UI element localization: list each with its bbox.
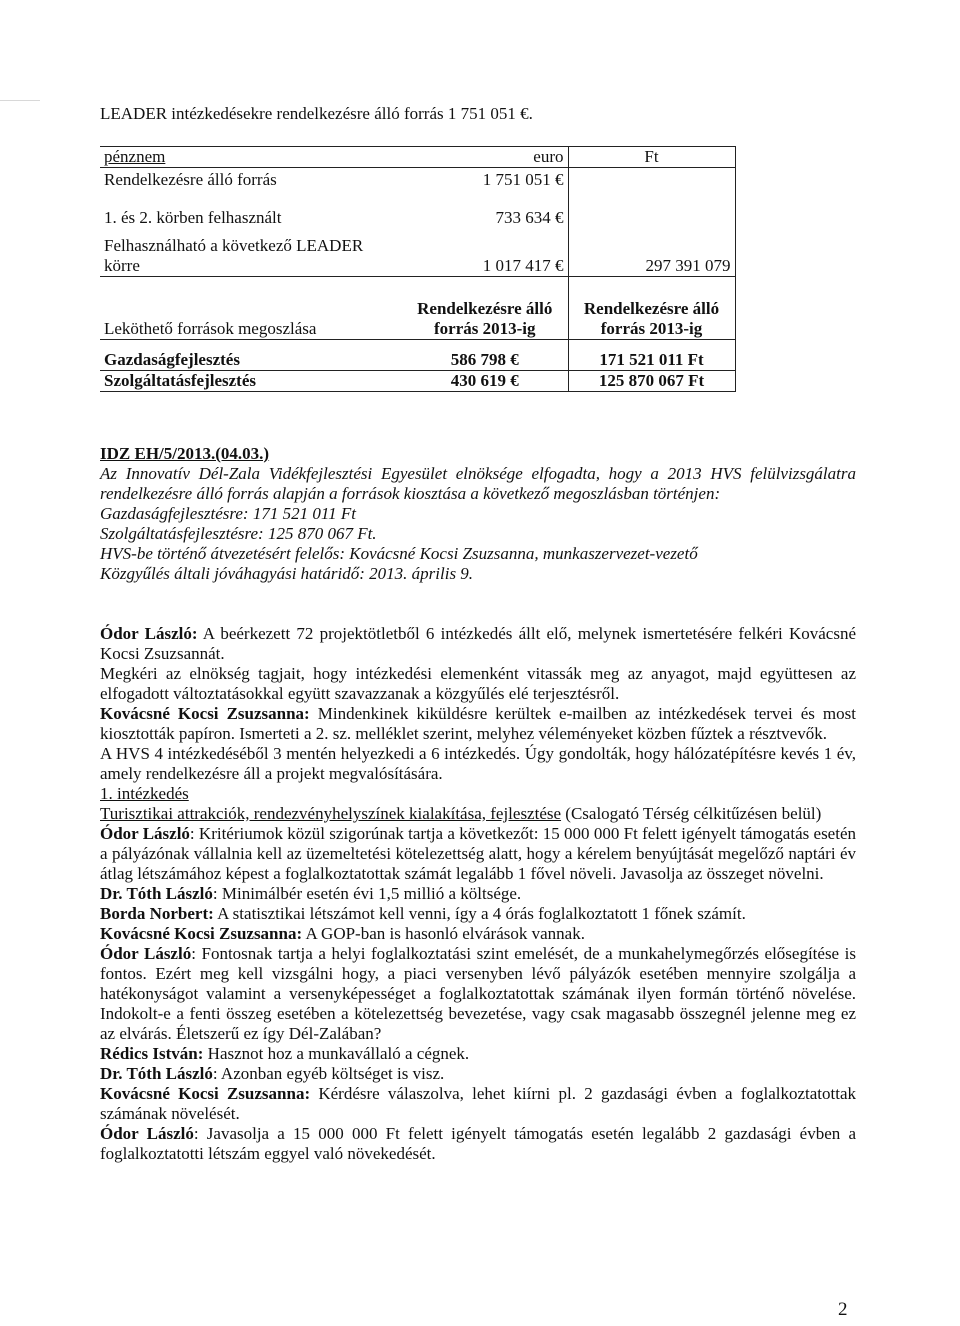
table-cell: Rendelkezésre álló forrás	[104, 170, 277, 189]
col-header-line2: forrás 2013-ig	[433, 319, 536, 338]
table-cell	[568, 168, 735, 191]
speaker-name: Dr. Tóth László	[100, 884, 213, 903]
col-header-line1: Rendelkezésre álló	[583, 299, 720, 318]
table-cell: 586 798 €	[402, 340, 568, 371]
table-cell: 1. és 2. körben felhasznált	[104, 208, 282, 227]
resolution-gazd-line: Gazdaságfejlesztésre: 171 521 011 Ft	[100, 504, 356, 523]
table-cell: 733 634 €	[402, 190, 568, 228]
speaker-name: Dr. Tóth László	[100, 1064, 213, 1083]
speaker-name: Ódor László	[100, 1124, 194, 1143]
speech-text: : Javasolja a 15 000 000 Ft felett igényelt támogatás esetén legalább 2 gazdasági évben a foglalkoztatotti létszám eggyel való növekedését.	[100, 1124, 857, 1163]
speech-text: Mindenkinek kiküldésre kerültek e-mailben az intézkedések tervei és most kiosztották papíron. Ismerteti a 2. sz. melléklet szerint, melyhez véleményeket közben fűztek a résztvevők.	[100, 704, 856, 743]
speech-text: : Minimálbér esetén évi 1,5 millió a költsége.	[212, 884, 522, 903]
measure-title	[100, 804, 856, 824]
speech-text: : Azonban egyéb költséget is visz.	[212, 1064, 445, 1083]
speech-text: A beérkezett 72 projektötletből 6 intézkedés állt elő, melynek ismertetésére felkéri Kovácsné Kocsi Zsuzsannát.	[100, 624, 856, 663]
minutes-paragraph	[100, 1044, 856, 1064]
table-cell: Leköthető források megoszlása	[100, 277, 402, 340]
minutes-body	[100, 624, 856, 1164]
table-cell: Gazdaságfejlesztés	[100, 340, 402, 371]
minutes-paragraph	[100, 884, 856, 904]
speech-text: A GOP-ban is hasonló elvárások vannak.	[302, 924, 585, 943]
minutes-paragraph	[100, 664, 856, 704]
measure-title-rest: (Csalogató Térség célkitűzésen belül)	[561, 804, 822, 823]
row-label-line1: Felhasználható a következő LEADER	[104, 236, 364, 255]
table-row	[100, 277, 735, 340]
table-cell: 297 391 079	[568, 228, 735, 277]
resolution-responsible: HVS-be történő átvezetésért felelős: Kovácsné Kocsi Zsuzsanna, munkaszervezet-vezető	[100, 544, 698, 563]
table-cell: Szolgáltatásfejlesztés	[100, 371, 402, 392]
measure-number-text: 1. intézkedés	[100, 784, 189, 803]
speaker-name: Rédics István:	[100, 1044, 204, 1063]
table-cell	[568, 277, 735, 340]
resolution-text: Az Innovatív Dél-Zala Vidékfejlesztési Egyesület elnöksége elfogadta, hogy a 2013 HVS felülvizsgálatra rendelkezésre álló forrás alapján a források kiosztása a következő megoszlásban történjen:	[100, 464, 856, 503]
minutes-paragraph	[100, 1064, 856, 1084]
speaker-name: Ódor László	[100, 824, 190, 843]
intro-text: LEADER intézkedésekre rendelkezésre álló forrás 1 751 051 €.	[100, 104, 533, 123]
page-number: 2	[838, 1299, 848, 1320]
budget-table	[100, 146, 736, 392]
table-cell: 1 017 417 €	[402, 228, 568, 277]
minutes-paragraph	[100, 704, 856, 744]
table-row	[100, 190, 735, 228]
minutes-paragraph	[100, 1124, 856, 1164]
table-cell	[568, 190, 735, 228]
table-cell: 125 870 067 Ft	[568, 371, 735, 392]
table-cell: pénznem	[100, 147, 402, 168]
speech-text: A HVS 4 intézkedéséből 3 mentén helyezkedi a 6 intézkedés. Úgy gondolták, hogy hálózatépítésre kevés 1 év, amely rendelkezésre áll a projekt megvalósítására.	[100, 744, 856, 783]
speech-text: : Kritériumok közül szigorúnak tartja a következőt: 15 000 000 Ft felett igényelt támogatás esetén a pályázónak vállalnia kell az üzemeltetési kötelezettség alatt, hogy a kérelem benyújtását megelőző naptári év átlag létszámához képest a foglalkoztatottak számát legalább 1 fővel növeli. Javasolja az összeget növelni.	[100, 824, 856, 883]
resolution-id: IDZ EH/5/2013.(04.03.)	[100, 444, 270, 463]
col-header-line1: Rendelkezésre álló	[417, 299, 553, 318]
minutes-paragraph	[100, 624, 856, 664]
scan-artifact-line	[0, 100, 40, 101]
speech-text: Kérdésre válaszolva, lehet kiírni pl. 2 gazdasági évben a foglalkoztatottak számának növelését.	[100, 1084, 856, 1123]
minutes-paragraph	[100, 924, 856, 944]
table-cell: 171 521 011 Ft	[568, 340, 735, 371]
minutes-paragraph	[100, 944, 856, 1044]
speaker-name: Kovácsné Kocsi Zsuzsanna:	[100, 1084, 311, 1103]
table-cell: euro	[402, 147, 568, 168]
table-cell: Ft	[568, 147, 735, 168]
speaker-name: Ódor László:	[100, 624, 198, 643]
minutes-paragraph	[100, 904, 856, 924]
speaker-name: Borda Norbert:	[100, 904, 214, 923]
speaker-name: Kovácsné Kocsi Zsuzsanna:	[100, 924, 303, 943]
table-row	[100, 340, 735, 371]
speech-text: Megkéri az elnökség tagjait, hogy intézkedési elemenként vitassák meg az anyagot, majd együttesen az elfogadott változtatásokkal együtt szavazzanak a közgyűlés elé terjesztésről.	[100, 664, 856, 703]
speech-text: : Fontosnak tartja a helyi foglalkoztatási szint emelését, de a munkahelymegőrzés elősegítése is fontos. Ezért meg kell vizsgálni hogy, a piaci versenyben lévő pályázók esetében mennyire szolgálja a hatékonyságot valamint a versenyképességet a foglalkoztatottak számának ilyen formán történő növelése. Indokolt-e a fenti összeg esetében a kötelezettség bevezetése, vagy csak magasabb összegnél jelenne meg ez az elvárás. Életszerű ez így Dél-Zalában?	[100, 944, 856, 1043]
speech-text: Hasznot hoz a munkavállaló a cégnek.	[203, 1044, 470, 1063]
measure-title-text: Turisztikai attrakciók, rendezvényhelyszínek kialakítása, fejlesztése	[100, 804, 562, 823]
speaker-name: Ódor László	[100, 944, 192, 963]
table-row	[100, 147, 735, 168]
table-cell	[100, 228, 402, 277]
measure-number	[100, 784, 856, 804]
table-cell	[402, 277, 568, 340]
table-cell: 1 751 051 €	[402, 168, 568, 191]
table-row	[100, 228, 735, 277]
minutes-paragraph	[100, 824, 856, 884]
row-label-line2: körre	[104, 256, 140, 275]
table-cell: 430 619 €	[402, 371, 568, 392]
minutes-paragraph	[100, 1084, 856, 1124]
speech-text: A statisztikai létszámot kell venni, így a 4 órás foglalkoztatott 1 főnek számít.	[213, 904, 746, 923]
speaker-name: Kovácsné Kocsi Zsuzsanna:	[100, 704, 310, 723]
table-row	[100, 168, 735, 191]
resolution-szolg-line: Szolgáltatásfejlesztésre: 125 870 067 Ft.	[100, 524, 377, 543]
minutes-paragraph	[100, 744, 856, 784]
table-row	[100, 371, 735, 392]
resolution-deadline: Közgyűlés általi jóváhagyási határidő: 2013. április 9.	[100, 564, 474, 583]
resolution-text-block	[100, 464, 856, 584]
col-header-line2: forrás 2013-ig	[600, 319, 703, 338]
